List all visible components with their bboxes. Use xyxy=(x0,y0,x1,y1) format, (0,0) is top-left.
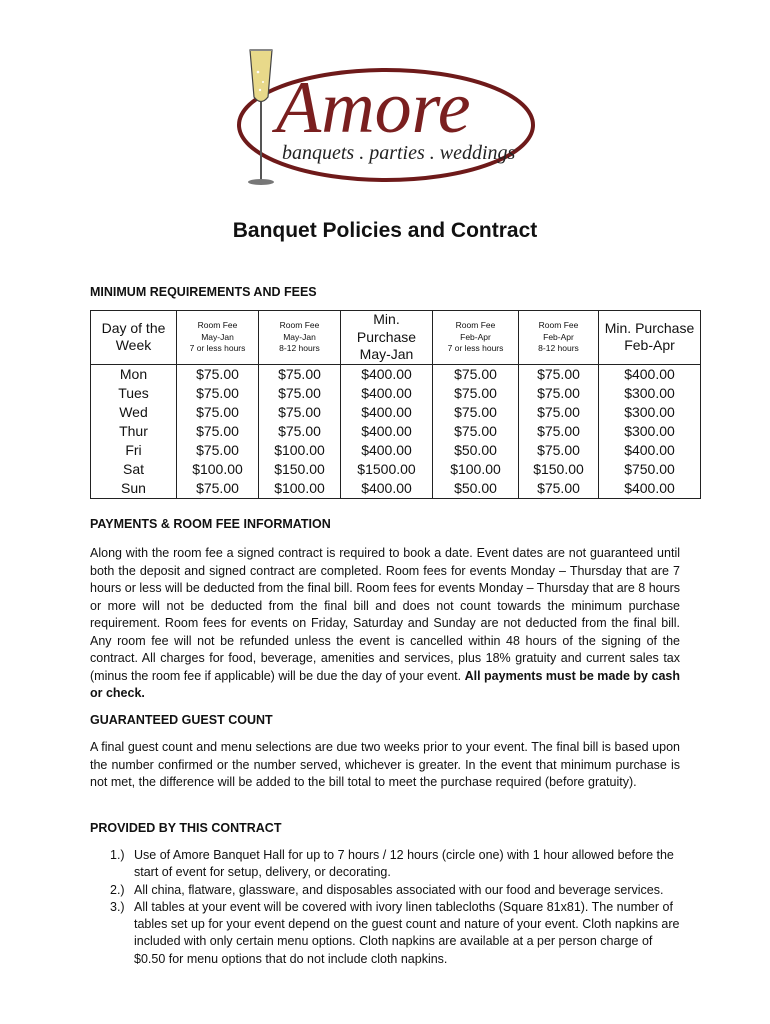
fee-cell: $400.00 xyxy=(341,479,433,499)
fee-cell: $750.00 xyxy=(599,460,701,479)
table-row xyxy=(91,479,701,499)
fee-cell: $75.00 xyxy=(519,403,599,422)
fee-cell: $75.00 xyxy=(177,403,259,422)
fee-cell: $75.00 xyxy=(433,364,519,384)
fee-cell: $75.00 xyxy=(519,384,599,403)
fee-cell: $75.00 xyxy=(519,441,599,460)
fee-cell: $75.00 xyxy=(177,441,259,460)
list-item: 3.) All tables at your event will be covered with ivory linen tablecloths (Square 81x81). The number of tables set up for your event depend on the guest count and nature of your event. Cloth napkins are included with only certain menu options. Cloth napkins are available at a per person charge of $0.50 for menu options that do not include cloth napkins. xyxy=(110,899,680,966)
table-row xyxy=(91,364,701,384)
table-row xyxy=(91,422,701,441)
logo-brand: Amore xyxy=(276,67,471,149)
header-day: Day of the Week xyxy=(91,311,177,365)
guest-count-paragraph: A final guest count and menu selections are due two weeks prior to your event. The final bill is based upon the number confirmed or the number served, whichever is greater. In the event that minimum purchase is not met, the difference will be added to the bill total to meet the purchase required (before gratuity). xyxy=(90,740,680,789)
table-row xyxy=(91,384,701,403)
table-row xyxy=(91,403,701,422)
fee-cell: $50.00 xyxy=(433,479,519,499)
header-fee-mayjan-short: Room Fee May-Jan 7 or less hours xyxy=(177,311,259,365)
fee-cell: $100.00 xyxy=(177,460,259,479)
fee-cell: $75.00 xyxy=(177,364,259,384)
amore-logo xyxy=(236,42,536,192)
fee-cell: $300.00 xyxy=(599,384,701,403)
fee-cell: $75.00 xyxy=(519,364,599,384)
min-req-heading: MINIMUM REQUIREMENTS AND FEES xyxy=(90,285,317,299)
payments-paragraph: Along with the room fee a signed contract is required to book a date. Event dates are not guaranteed until both the deposit and signed contract are completed. Room fees for events Monday – Thursday that are 7 hours or less will be deducted from the final bill. Room fees for events Monday – Thursday that are 8 hours or more will not be deducted from the final bill and does not count towards the minimum purchase requirement. Room fees for events on Friday, Saturday and Sunday are not deducted from the final bill. Any room fee will not be refunded unless the event is cancelled within 48 hours of the signing of the contract. All charges for food, beverage, amenities and services, plus 18% gratuity and current sales tax (minus the room fee if applicable) will be due the day of your event. All payments must be made by cash or check. xyxy=(90,546,680,700)
page-title: Banquet Policies and Contract xyxy=(232,219,538,242)
fee-cell: $75.00 xyxy=(259,364,341,384)
fee-cell: $75.00 xyxy=(433,403,519,422)
fee-cell: $75.00 xyxy=(177,422,259,441)
fee-cell: $75.00 xyxy=(259,403,341,422)
day-cell: Fri xyxy=(91,441,177,460)
fee-cell: $75.00 xyxy=(177,479,259,499)
fee-cell: $300.00 xyxy=(599,403,701,422)
day-cell: Sat xyxy=(91,460,177,479)
list-item: 1.) Use of Amore Banquet Hall for up to 7 hours / 12 hours (circle one) with 1 hour allowed before the start of event for setup, delivery, or decorating. xyxy=(110,848,674,880)
table-row xyxy=(91,441,701,460)
payments-bold-note: All payments must be made by cash or check. xyxy=(90,668,680,700)
list-item: 2.) All china, flatware, glassware, and disposables associated with our food and beverage services. xyxy=(110,882,664,897)
day-cell: Thur xyxy=(91,422,177,441)
fee-cell: $400.00 xyxy=(341,441,433,460)
fee-cell: $1500.00 xyxy=(341,460,433,479)
table-row xyxy=(91,460,701,479)
fees-table xyxy=(90,310,701,499)
header-min-mayjan: Min. Purchase May-Jan xyxy=(341,311,433,365)
header-fee-mayjan-long: Room Fee May-Jan 8-12 hours xyxy=(259,311,341,365)
header-fee-febapr-short: Room Fee Feb-Apr 7 or less hours xyxy=(433,311,519,365)
fee-cell: $50.00 xyxy=(433,441,519,460)
day-cell: Tues xyxy=(91,384,177,403)
fee-cell: $75.00 xyxy=(259,422,341,441)
fees-header-row xyxy=(91,311,701,365)
logo-tagline: banquets . parties . weddings xyxy=(282,142,516,164)
fee-cell: $400.00 xyxy=(599,479,701,499)
fee-cell: $100.00 xyxy=(259,441,341,460)
fee-cell: $75.00 xyxy=(433,384,519,403)
champagne-glass-icon xyxy=(248,50,274,185)
day-cell: Mon xyxy=(91,364,177,384)
fee-cell: $400.00 xyxy=(341,403,433,422)
header-fee-febapr-long: Room Fee Feb-Apr 8-12 hours xyxy=(519,311,599,365)
fee-cell: $100.00 xyxy=(259,479,341,499)
provided-heading: PROVIDED BY THIS CONTRACT xyxy=(90,821,282,835)
fee-cell: $75.00 xyxy=(519,479,599,499)
fee-cell: $75.00 xyxy=(177,384,259,403)
guest-count-heading: GUARANTEED GUEST COUNT xyxy=(90,713,273,727)
fee-cell: $400.00 xyxy=(599,364,701,384)
day-cell: Sun xyxy=(91,479,177,499)
fee-cell: $150.00 xyxy=(519,460,599,479)
fee-cell: $75.00 xyxy=(259,384,341,403)
fee-cell: $400.00 xyxy=(341,384,433,403)
fee-cell: $150.00 xyxy=(259,460,341,479)
provided-list xyxy=(90,847,680,968)
day-cell: Wed xyxy=(91,403,177,422)
fee-cell: $75.00 xyxy=(519,422,599,441)
fee-cell: $400.00 xyxy=(341,364,433,384)
fee-cell: $300.00 xyxy=(599,422,701,441)
payments-heading: PAYMENTS & ROOM FEE INFORMATION xyxy=(90,517,331,531)
fee-cell: $75.00 xyxy=(433,422,519,441)
fee-cell: $400.00 xyxy=(341,422,433,441)
fee-cell: $100.00 xyxy=(433,460,519,479)
header-min-febapr: Min. Purchase Feb-Apr xyxy=(599,311,701,365)
fee-cell: $400.00 xyxy=(599,441,701,460)
